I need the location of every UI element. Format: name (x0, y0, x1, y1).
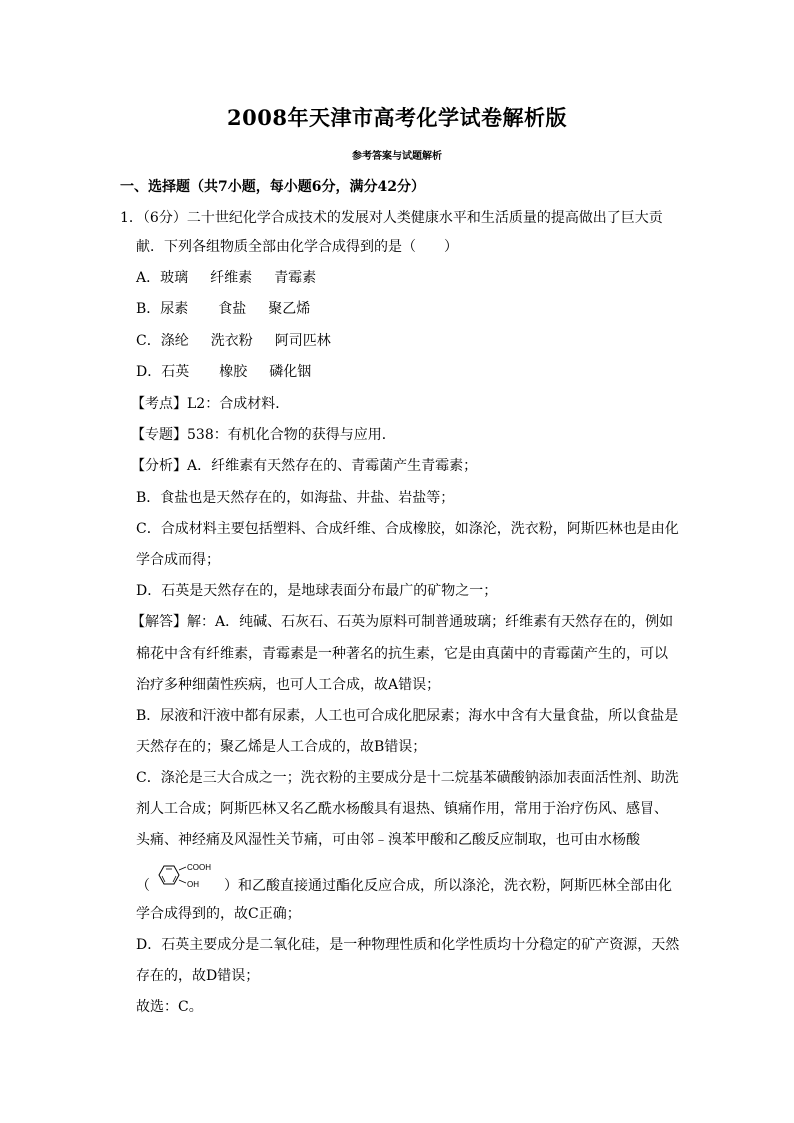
option-c (136, 331, 331, 351)
fenxi-line-1: 【分析】A．纤维素有天然存在的、青霉菌产生青霉素； (131, 458, 478, 474)
answer-line: 故选：C。 (136, 999, 203, 1015)
kaodian-line: 【考点】L2：合成材料． (131, 396, 290, 412)
option-a (136, 268, 316, 288)
fenxi-line-5: D．石英是天然存在的，是地球表面分布最广的矿物之一； (136, 583, 498, 599)
option-item: 石英 (161, 364, 190, 380)
jieda-line-2: 棉花中含有纤维素，青霉素是一种著名的抗生素，它是由真菌中的青霉菌产生的，可以 (136, 646, 668, 662)
option-item: 聚乙烯 (268, 301, 311, 317)
jieda-line-9-open: （ (136, 878, 150, 894)
fenxi-line-2: B．食盐也是天然存在的，如海盐、井盐、岩盐等； (136, 490, 455, 506)
option-item: 纤维素 (210, 270, 253, 286)
fenxi-line-3: C．合成材料主要包括塑料、合成纤维、合成橡胶，如涤沦，洗衣粉，阿斯匹林也是由化 (136, 521, 679, 537)
option-b (136, 299, 310, 319)
jieda-line-4: B．尿液和汗液中都有尿素，人工也可合成化肥尿素；海水中含有大量食盐，所以食盐是 (136, 708, 679, 724)
jieda-line-1: 【解答】解：A．纯碱、石灰石、石英为原料可制普通玻璃；纤维素有天然存在的，例如 (131, 614, 674, 630)
jieda-line-5: 天然存在的；聚乙烯是人工合成的，故B错误； (136, 739, 427, 755)
fenxi-line-4: 学合成而得； (136, 552, 220, 568)
jieda-line-8: 头痛、神经痛及风湿性关节痛，可由邻﹣溴苯甲酸和乙酸反应制取，也可由水杨酸 (136, 832, 640, 848)
option-item: 玻璃 (160, 270, 189, 286)
jieda-line-11: D．石英主要成分是二氧化硅，是一种物理性质和化学性质均十分稳定的矿产资源，天然 (136, 937, 680, 953)
option-label: C． (136, 333, 161, 349)
option-item: 磷化铟 (269, 364, 312, 380)
page-subtitle: 参考答案与试题解析 (352, 151, 442, 162)
option-item: 阿司匹林 (274, 333, 331, 349)
option-label: B． (136, 301, 161, 317)
option-item: 涤纶 (160, 333, 189, 349)
jieda-line-9-rest: ）和乙酸直接通过酯化反应合成，所以涤沦，洗衣粉，阿斯匹林全部由化 (224, 878, 672, 894)
option-item: 洗衣粉 (210, 333, 253, 349)
page-title: 2008年天津市高考化学试卷解析版 (227, 105, 567, 130)
option-item: 食盐 (218, 301, 247, 317)
option-label: A． (136, 270, 161, 286)
jieda-line-6: C．涤沦是三大合成之一；洗衣粉的主要成分是十二烷基苯磺酸钠添加表面活性剂、助洗 (136, 770, 679, 786)
jieda-line-3: 治疗多种细菌性疾病，也可人工合成，故A错误； (136, 677, 441, 693)
option-item: 橡胶 (219, 364, 248, 380)
question-stem-line-2: 献．下列各组物质全部由化学合成得到的是（ ） (136, 239, 458, 255)
section-heading: 一、选择题（共7小题，每小题6分，满分42分） (120, 179, 425, 195)
cooh-label: COOH (187, 863, 211, 872)
jieda-line-10: 学合成得到的，故C正确； (136, 906, 301, 922)
salicylic-acid-structure (150, 862, 222, 892)
oh-label: OH (187, 880, 199, 889)
option-d (136, 362, 311, 382)
jieda-line-7: 剂人工合成；阿斯匹林又名乙酰水杨酸具有退热、镇痛作用，常用于治疗伤风、感冒、 (136, 801, 668, 817)
option-item: 尿素 (160, 301, 189, 317)
zhuanti-line: 【专题】538：有机化合物的获得与应用． (131, 427, 396, 443)
option-label: D． (136, 364, 162, 380)
question-stem-line-1: 1．（6分）二十世纪化学合成技术的发展对人类健康水平和生活质量的提高做出了巨大贡 (120, 210, 663, 226)
option-item: 青霉素 (274, 270, 317, 286)
jieda-line-12: 存在的，故D错误； (136, 968, 260, 984)
